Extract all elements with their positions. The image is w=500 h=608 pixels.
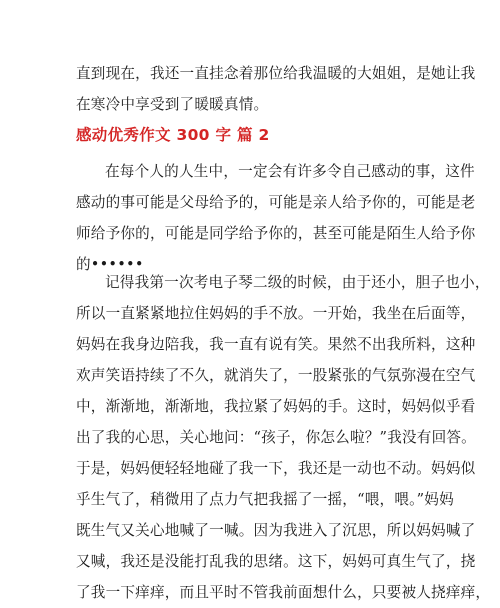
paragraph-line: 中，渐渐地，渐渐地，我拉紧了妈妈的手。这时，妈妈似乎看 xyxy=(76,398,476,415)
paragraph-line: 乎生气了，稍微用了点力气把我摇了一摇，“喂，喂。”妈妈 xyxy=(76,491,454,508)
paragraph-1 xyxy=(76,58,476,120)
paragraph-line: 于是，妈妈便轻轻地碰了我一下，我还是一动也不动。妈妈似 xyxy=(76,460,476,477)
paragraph-line: 了我一下痒痒，而且平时不管我前面想什么，只要被人挠痒痒， xyxy=(76,584,491,601)
paragraph-line: 记得我第一次考电子琴二级的时候，由于还小，胆子也小， xyxy=(105,274,490,291)
paragraph-line: 的•••••• xyxy=(76,256,144,273)
paragraph-line: 妈妈在我身边陪我，我一直有说有笑。果然不出我所料，这种 xyxy=(76,336,476,353)
paragraph-line: 感动的事可能是父母给予的，可能是亲人给予你的，可能是老 xyxy=(76,194,476,211)
paragraph-line: 在每个人的人生中，一定会有许多令自己感动的事，这件 xyxy=(105,163,475,180)
paragraph-line: 直到现在，我还一直挂念着那位给我温暖的大姐姐，是她让我 xyxy=(76,65,476,82)
paragraph-line: 在寒冷中享受到了暖暖真情。 xyxy=(76,96,269,113)
paragraph-line: 所以一直紧紧地拉住妈妈的手不放。一开始，我坐在后面等， xyxy=(76,305,476,322)
paragraph-line: 又喊，我还是没能打乱我的思绪。这下，妈妈可真生气了，挠 xyxy=(76,553,476,570)
paragraph-line: 师给予你的，可能是同学给予你的，甚至可能是陌生人给予你 xyxy=(76,225,476,242)
paragraph-line: 既生气又关心地喊了一喊。因为我进入了沉思，所以妈妈喊了 xyxy=(76,522,476,539)
paragraph-line: 出了我的心思，关心地问：“孩子，你怎么啦？”我没有回答。 xyxy=(76,429,476,446)
section-heading: 感动优秀作文 300 字 篇 2 xyxy=(76,126,270,144)
paragraph-2 xyxy=(76,156,476,280)
paragraph-3 xyxy=(76,267,491,608)
paragraph-line: 欢声笑语持续了不久，就消失了，一股紧张的气氛弥漫在空气 xyxy=(76,367,476,384)
